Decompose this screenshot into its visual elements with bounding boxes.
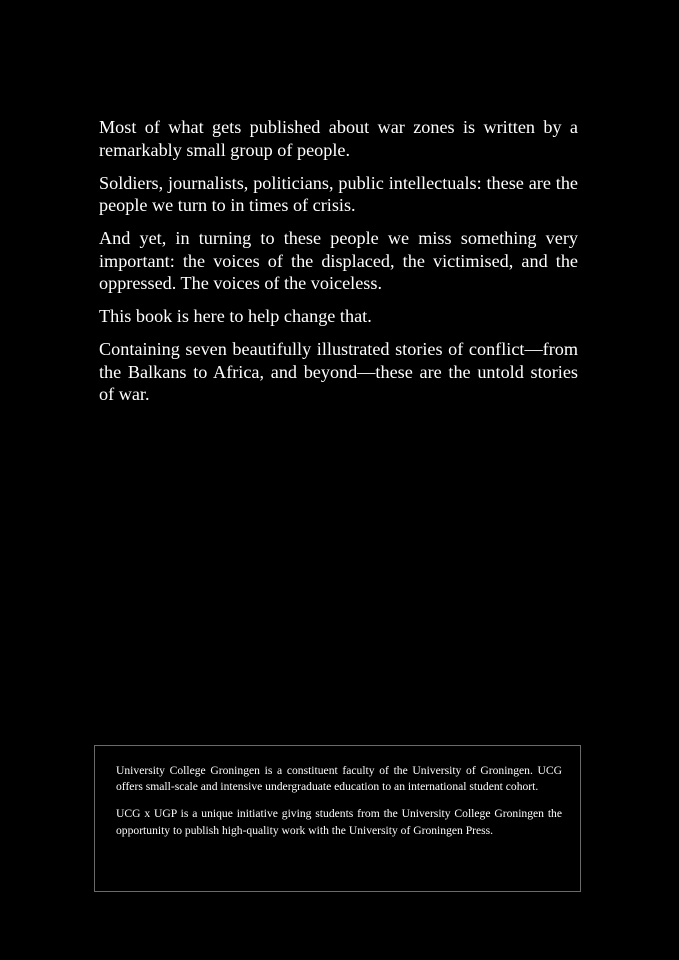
- blurb-paragraph: Most of what gets published about war zones is written by a remarkably small group of people.: [99, 117, 578, 160]
- blurb-paragraph: This book is here to help change that.: [99, 306, 372, 326]
- info-paragraph: UCG x UGP is a unique initiative giving students from the University College Groningen the opportunity to publish high-quality work with the University of Groningen Press.: [116, 807, 562, 837]
- publisher-info-box: [94, 745, 581, 892]
- blurb-paragraph: Soldiers, journalists, politicians, public intellectuals: these are the people we turn to in times of crisis.: [99, 172, 578, 215]
- blurb-paragraph: Containing seven beautifully illustrated stories of conflict—from the Balkans to Africa, and beyond—these are the untold stories of war.: [99, 339, 578, 404]
- back-cover-blurb: [99, 116, 578, 416]
- info-paragraph: University College Groningen is a constituent faculty of the University of Groningen. UCG offers small-scale and intensive undergraduate education to an international student cohort.: [116, 764, 562, 794]
- blurb-paragraph: And yet, in turning to these people we miss something very important: the voices of the displaced, the victimised, and the oppressed. The voices of the voiceless.: [99, 228, 578, 293]
